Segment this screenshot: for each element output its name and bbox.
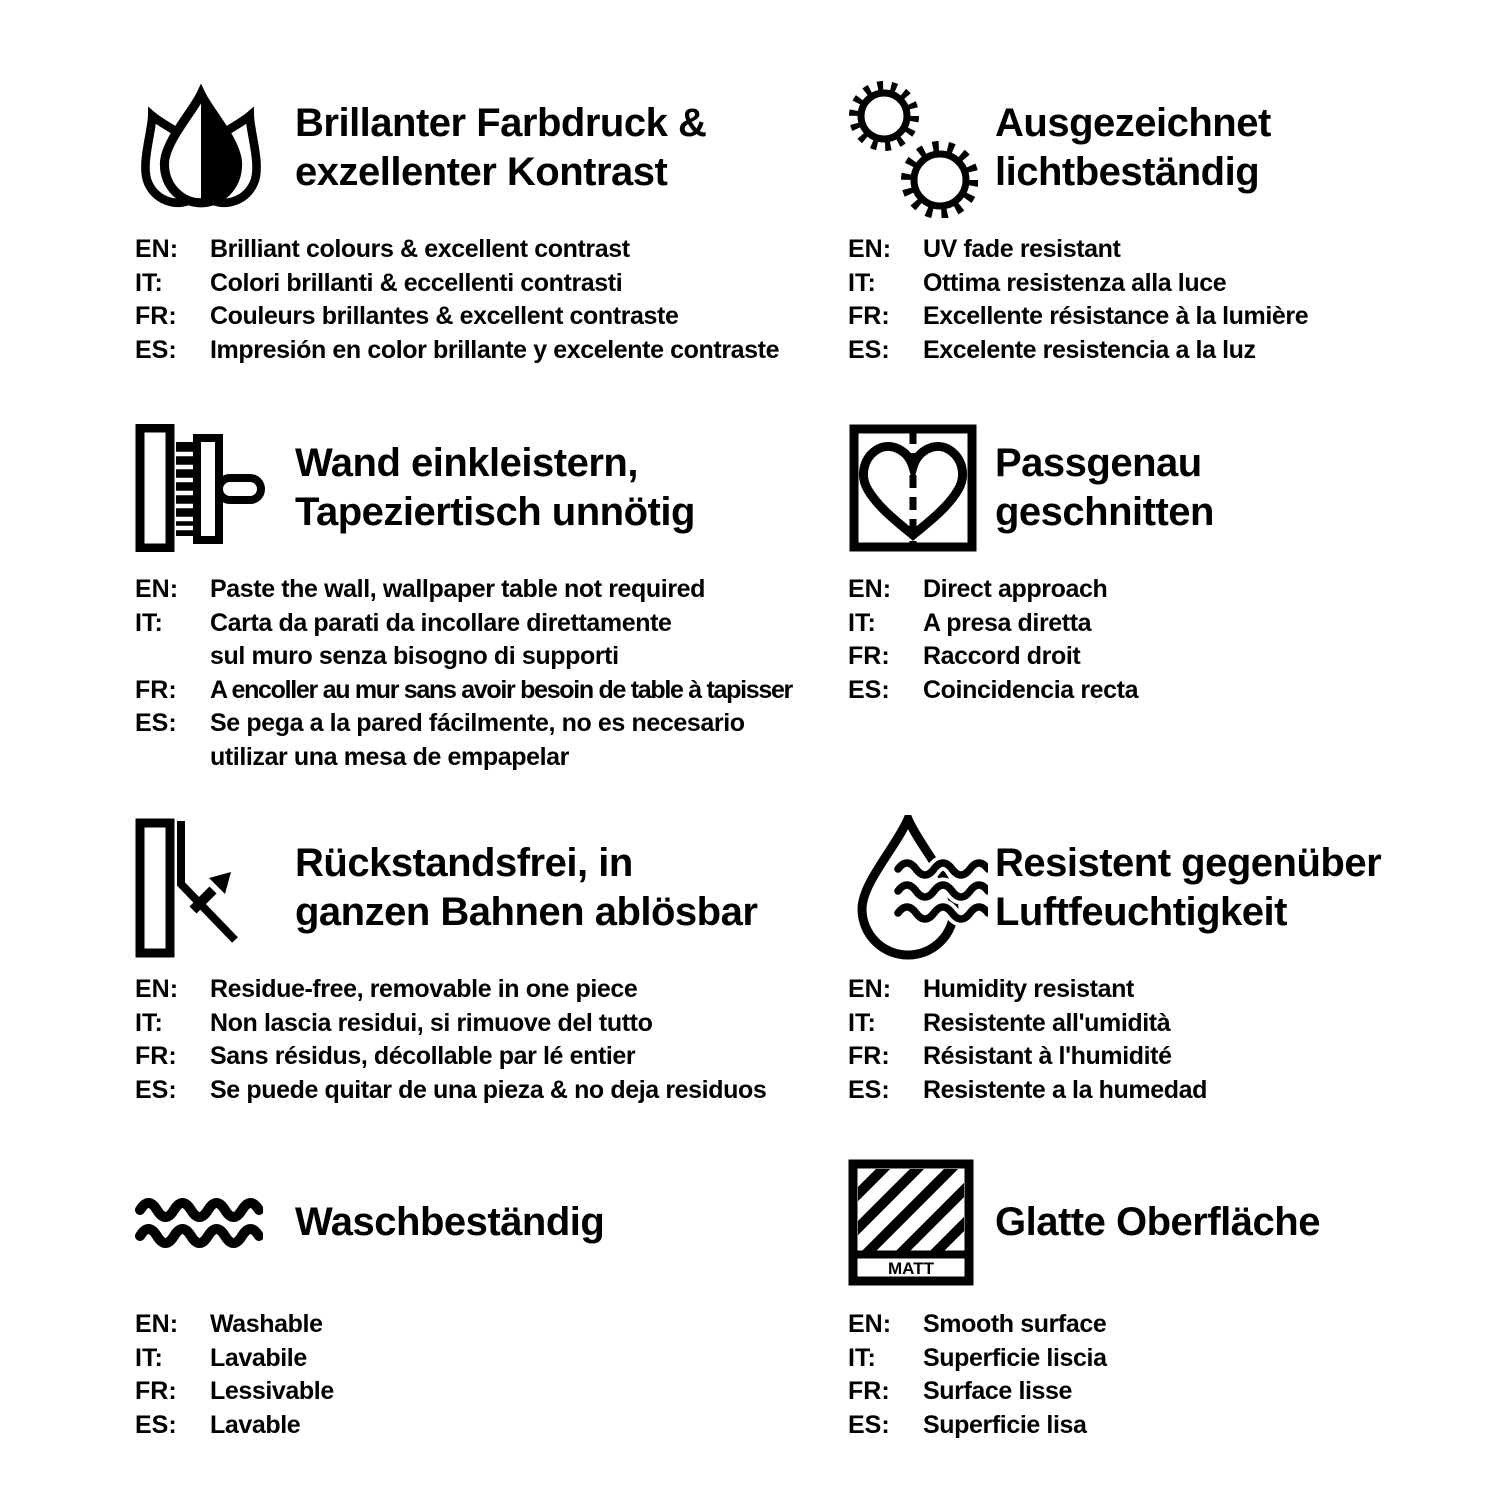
translation-line: Resistente a la humedad xyxy=(923,1075,1207,1104)
translation-row xyxy=(848,334,1470,368)
language-label: ES: xyxy=(135,1075,177,1104)
translation-row xyxy=(135,1409,848,1443)
translation-row xyxy=(848,1074,1470,1108)
translation-line: Carta da parati da incollare direttamente xyxy=(210,608,672,637)
title-line: Resistent gegenüber xyxy=(995,840,1382,885)
translation-line: Direct approach xyxy=(923,575,1108,603)
translation-row xyxy=(848,1007,1470,1041)
humidity-drop-icon-svg xyxy=(848,815,988,960)
translation-text xyxy=(210,300,678,334)
translation-row xyxy=(135,233,848,267)
section-direct-match xyxy=(848,410,1470,810)
section-humidity-resistant xyxy=(848,810,1470,1145)
translation-text xyxy=(923,640,1080,674)
translation-text xyxy=(210,1409,300,1443)
translation-row xyxy=(848,674,1470,708)
drops-icon xyxy=(135,82,295,214)
translation-text xyxy=(210,674,792,708)
drops-icon-svg xyxy=(135,82,267,214)
language-label: IT: xyxy=(848,268,876,297)
translation-text xyxy=(923,267,1226,301)
matt-label: MATT xyxy=(888,1259,934,1278)
translation-text xyxy=(210,607,672,674)
translation-text xyxy=(923,1074,1207,1108)
language-label: FR: xyxy=(848,302,890,330)
title-line: exzellenter Kontrast xyxy=(295,149,668,194)
translation-row xyxy=(848,973,1470,1007)
translation-line: Residue-free, removable in one piece xyxy=(210,975,638,1003)
title-line: Waschbeständig xyxy=(295,1200,605,1244)
translation-text xyxy=(210,233,630,267)
translation-text xyxy=(210,1040,635,1074)
translation-row xyxy=(135,1007,848,1041)
translation-text xyxy=(923,334,1256,368)
translation-text xyxy=(923,674,1138,708)
language-label: ES: xyxy=(848,1410,890,1439)
translation-text xyxy=(923,1308,1106,1342)
translations xyxy=(848,973,1470,1107)
language-label: IT: xyxy=(135,268,163,297)
translations xyxy=(135,573,848,774)
translation-row xyxy=(848,1409,1470,1443)
translation-line: Impresión en color brillante y excelente contraste xyxy=(210,335,780,364)
translation-text xyxy=(210,1342,307,1376)
translation-text xyxy=(923,300,1308,334)
language-label: ES: xyxy=(848,335,890,364)
title-line: geschnitten xyxy=(995,489,1214,534)
translation-row xyxy=(135,707,848,774)
language-label: FR: xyxy=(848,1377,890,1405)
language-label: FR: xyxy=(135,1377,177,1405)
title-line: Passgenau xyxy=(995,440,1202,485)
translation-line: Excelente resistencia a la luz xyxy=(923,335,1256,364)
translation-text xyxy=(923,573,1107,607)
translation-line: Washable xyxy=(210,1310,323,1338)
language-label: ES: xyxy=(135,1410,177,1439)
language-label: EN: xyxy=(848,575,892,603)
translation-text xyxy=(210,1007,652,1041)
heart-cut-icon xyxy=(848,423,995,553)
translations xyxy=(135,973,848,1107)
language-label: EN: xyxy=(848,1310,892,1338)
language-label: FR: xyxy=(135,302,177,330)
translations xyxy=(135,233,848,367)
translation-row xyxy=(135,1308,848,1342)
section-title xyxy=(295,439,695,537)
translation-row xyxy=(135,300,848,334)
translations xyxy=(135,1308,848,1442)
translation-text xyxy=(923,233,1120,267)
section-washable xyxy=(135,1145,848,1500)
section-header xyxy=(848,70,1470,225)
translation-line: UV fade resistant xyxy=(923,235,1121,263)
section-title xyxy=(295,1198,604,1247)
title-line: Rückstandsfrei, in xyxy=(295,840,633,885)
translation-line: Ottima resistenza alla luce xyxy=(923,268,1227,297)
section-paste-the-wall xyxy=(135,410,848,810)
translation-row xyxy=(135,334,848,368)
translation-line: Resistente all'umidità xyxy=(923,1008,1171,1037)
paste-brush-icon-svg xyxy=(135,424,265,552)
translations xyxy=(848,573,1470,707)
title-line: ganzen Bahnen ablösbar xyxy=(295,889,758,934)
translation-row xyxy=(848,1375,1470,1409)
translation-text xyxy=(923,973,1134,1007)
matt-surface-icon xyxy=(848,1159,995,1286)
translation-line: A encoller au mur sans avoir besoin de table à tapisser xyxy=(210,675,792,704)
section-header xyxy=(135,810,848,965)
translation-text xyxy=(210,334,779,368)
translation-line: Se pega a la pared fácilmente, no es necesario xyxy=(210,709,745,737)
peel-off-icon-svg xyxy=(135,818,245,958)
section-header xyxy=(848,810,1470,965)
translation-line: Humidity resistant xyxy=(923,975,1134,1003)
language-label: IT: xyxy=(848,1008,876,1037)
section-header xyxy=(135,410,848,565)
translation-line: Non lascia residui, si rimuove del tutto xyxy=(210,1008,653,1037)
language-label: EN: xyxy=(848,235,892,263)
section-uv-fade-resistant xyxy=(848,70,1470,410)
language-label: EN: xyxy=(848,975,892,1003)
translation-row xyxy=(848,1040,1470,1074)
translation-line: Se puede quitar de una pieza & no deja residuos xyxy=(210,1075,767,1104)
translation-text xyxy=(923,1409,1087,1443)
translation-line: Lavable xyxy=(210,1410,301,1439)
translation-text xyxy=(923,1007,1170,1041)
language-label: IT: xyxy=(135,608,163,637)
title-line: Glatte Oberfläche xyxy=(995,1200,1320,1244)
language-label: EN: xyxy=(135,975,179,1003)
section-title xyxy=(995,839,1381,937)
translation-row xyxy=(848,233,1470,267)
language-label: EN: xyxy=(135,575,179,603)
translation-text xyxy=(210,707,745,774)
humidity-drop-icon xyxy=(848,815,995,960)
section-header xyxy=(848,1145,1470,1300)
title-line: Brillanter Farbdruck & xyxy=(295,100,707,145)
translation-row xyxy=(848,573,1470,607)
translation-row xyxy=(135,674,848,708)
translation-text xyxy=(923,607,1091,641)
translation-text xyxy=(210,1375,334,1409)
translation-text xyxy=(923,1342,1107,1376)
translation-line: Smooth surface xyxy=(923,1310,1107,1338)
translation-line: Raccord droit xyxy=(923,642,1081,670)
waves-icon xyxy=(135,1194,295,1252)
waves-icon-svg xyxy=(135,1194,263,1252)
translation-text xyxy=(210,267,622,301)
language-label: IT: xyxy=(848,608,876,637)
section-title xyxy=(995,99,1271,197)
translation-line: Lessivable xyxy=(210,1377,334,1405)
paste-brush-icon xyxy=(135,424,295,552)
translation-row xyxy=(135,267,848,301)
translation-row xyxy=(848,640,1470,674)
translation-line: Couleurs brillantes & excellent contraste xyxy=(210,302,679,330)
translation-line: Surface lisse xyxy=(923,1377,1073,1405)
translations xyxy=(848,233,1470,367)
language-label: IT: xyxy=(135,1008,163,1037)
translation-row xyxy=(135,1074,848,1108)
translation-row xyxy=(848,607,1470,641)
translation-text xyxy=(210,573,705,607)
language-label: FR: xyxy=(135,1042,177,1070)
section-title xyxy=(995,439,1214,537)
title-line: Tapeziertisch unnötig xyxy=(295,489,695,534)
translation-line: A presa diretta xyxy=(923,608,1092,637)
translation-line: Brilliant colours & excellent contrast xyxy=(210,235,630,263)
peel-off-icon xyxy=(135,818,295,958)
title-line: Luftfeuchtigkeit xyxy=(995,889,1287,934)
language-label: EN: xyxy=(135,235,179,263)
translation-text xyxy=(210,973,637,1007)
translation-row xyxy=(135,607,848,674)
translation-line: Superficie lisa xyxy=(923,1410,1087,1439)
translation-text xyxy=(923,1375,1072,1409)
uv-suns-icon xyxy=(848,78,995,218)
translation-row xyxy=(848,1342,1470,1376)
translation-text xyxy=(923,1040,1172,1074)
translation-line: Lavabile xyxy=(210,1343,307,1372)
translation-line: Colori brillanti & eccellenti contrasti xyxy=(210,268,623,297)
translation-row xyxy=(135,1040,848,1074)
language-label: IT: xyxy=(135,1343,163,1372)
translation-row xyxy=(135,1375,848,1409)
translation-row xyxy=(135,973,848,1007)
translation-text xyxy=(210,1308,323,1342)
language-label: ES: xyxy=(848,1075,890,1104)
translations xyxy=(848,1308,1470,1442)
translation-line: Résistant à l'humidité xyxy=(923,1042,1172,1070)
language-label: ES: xyxy=(135,335,177,364)
section-title xyxy=(295,839,757,937)
section-header xyxy=(135,1145,848,1300)
translation-row xyxy=(848,300,1470,334)
translation-row xyxy=(135,573,848,607)
language-label: IT: xyxy=(848,1343,876,1372)
translation-line: Coincidencia recta xyxy=(923,675,1139,704)
translation-row xyxy=(848,1308,1470,1342)
translation-line: Paste the wall, wallpaper table not required xyxy=(210,575,706,603)
translation-text xyxy=(210,1074,766,1108)
section-brilliant-colours xyxy=(135,70,848,410)
translation-line: Sans résidus, décollable par lé entier xyxy=(210,1042,636,1070)
language-label: EN: xyxy=(135,1310,179,1338)
translation-line: utilizar una mesa de empapelar xyxy=(210,742,569,771)
translation-line: sul muro senza bisogno di supporti xyxy=(210,642,619,670)
title-line: lichtbeständig xyxy=(995,149,1260,194)
language-label: FR: xyxy=(848,1042,890,1070)
language-label: ES: xyxy=(848,675,890,704)
section-residue-free xyxy=(135,810,848,1145)
section-header xyxy=(135,70,848,225)
language-label: FR: xyxy=(135,675,177,704)
language-label: FR: xyxy=(848,642,890,670)
section-title xyxy=(295,99,706,197)
section-header xyxy=(848,410,1470,565)
language-label: ES: xyxy=(135,709,177,737)
section-smooth-surface xyxy=(848,1145,1470,1500)
title-line: Wand einkleistern, xyxy=(295,440,638,485)
title-line: Ausgezeichnet xyxy=(995,100,1271,145)
translation-row xyxy=(848,267,1470,301)
matt-surface-icon-svg xyxy=(848,1159,974,1286)
translation-line: Excellente résistance à la lumière xyxy=(923,302,1309,330)
translation-line: Superficie liscia xyxy=(923,1343,1107,1372)
section-title xyxy=(995,1198,1320,1247)
uv-suns-icon-svg xyxy=(848,78,978,218)
heart-cut-icon-svg xyxy=(848,423,978,553)
translation-row xyxy=(135,1342,848,1376)
